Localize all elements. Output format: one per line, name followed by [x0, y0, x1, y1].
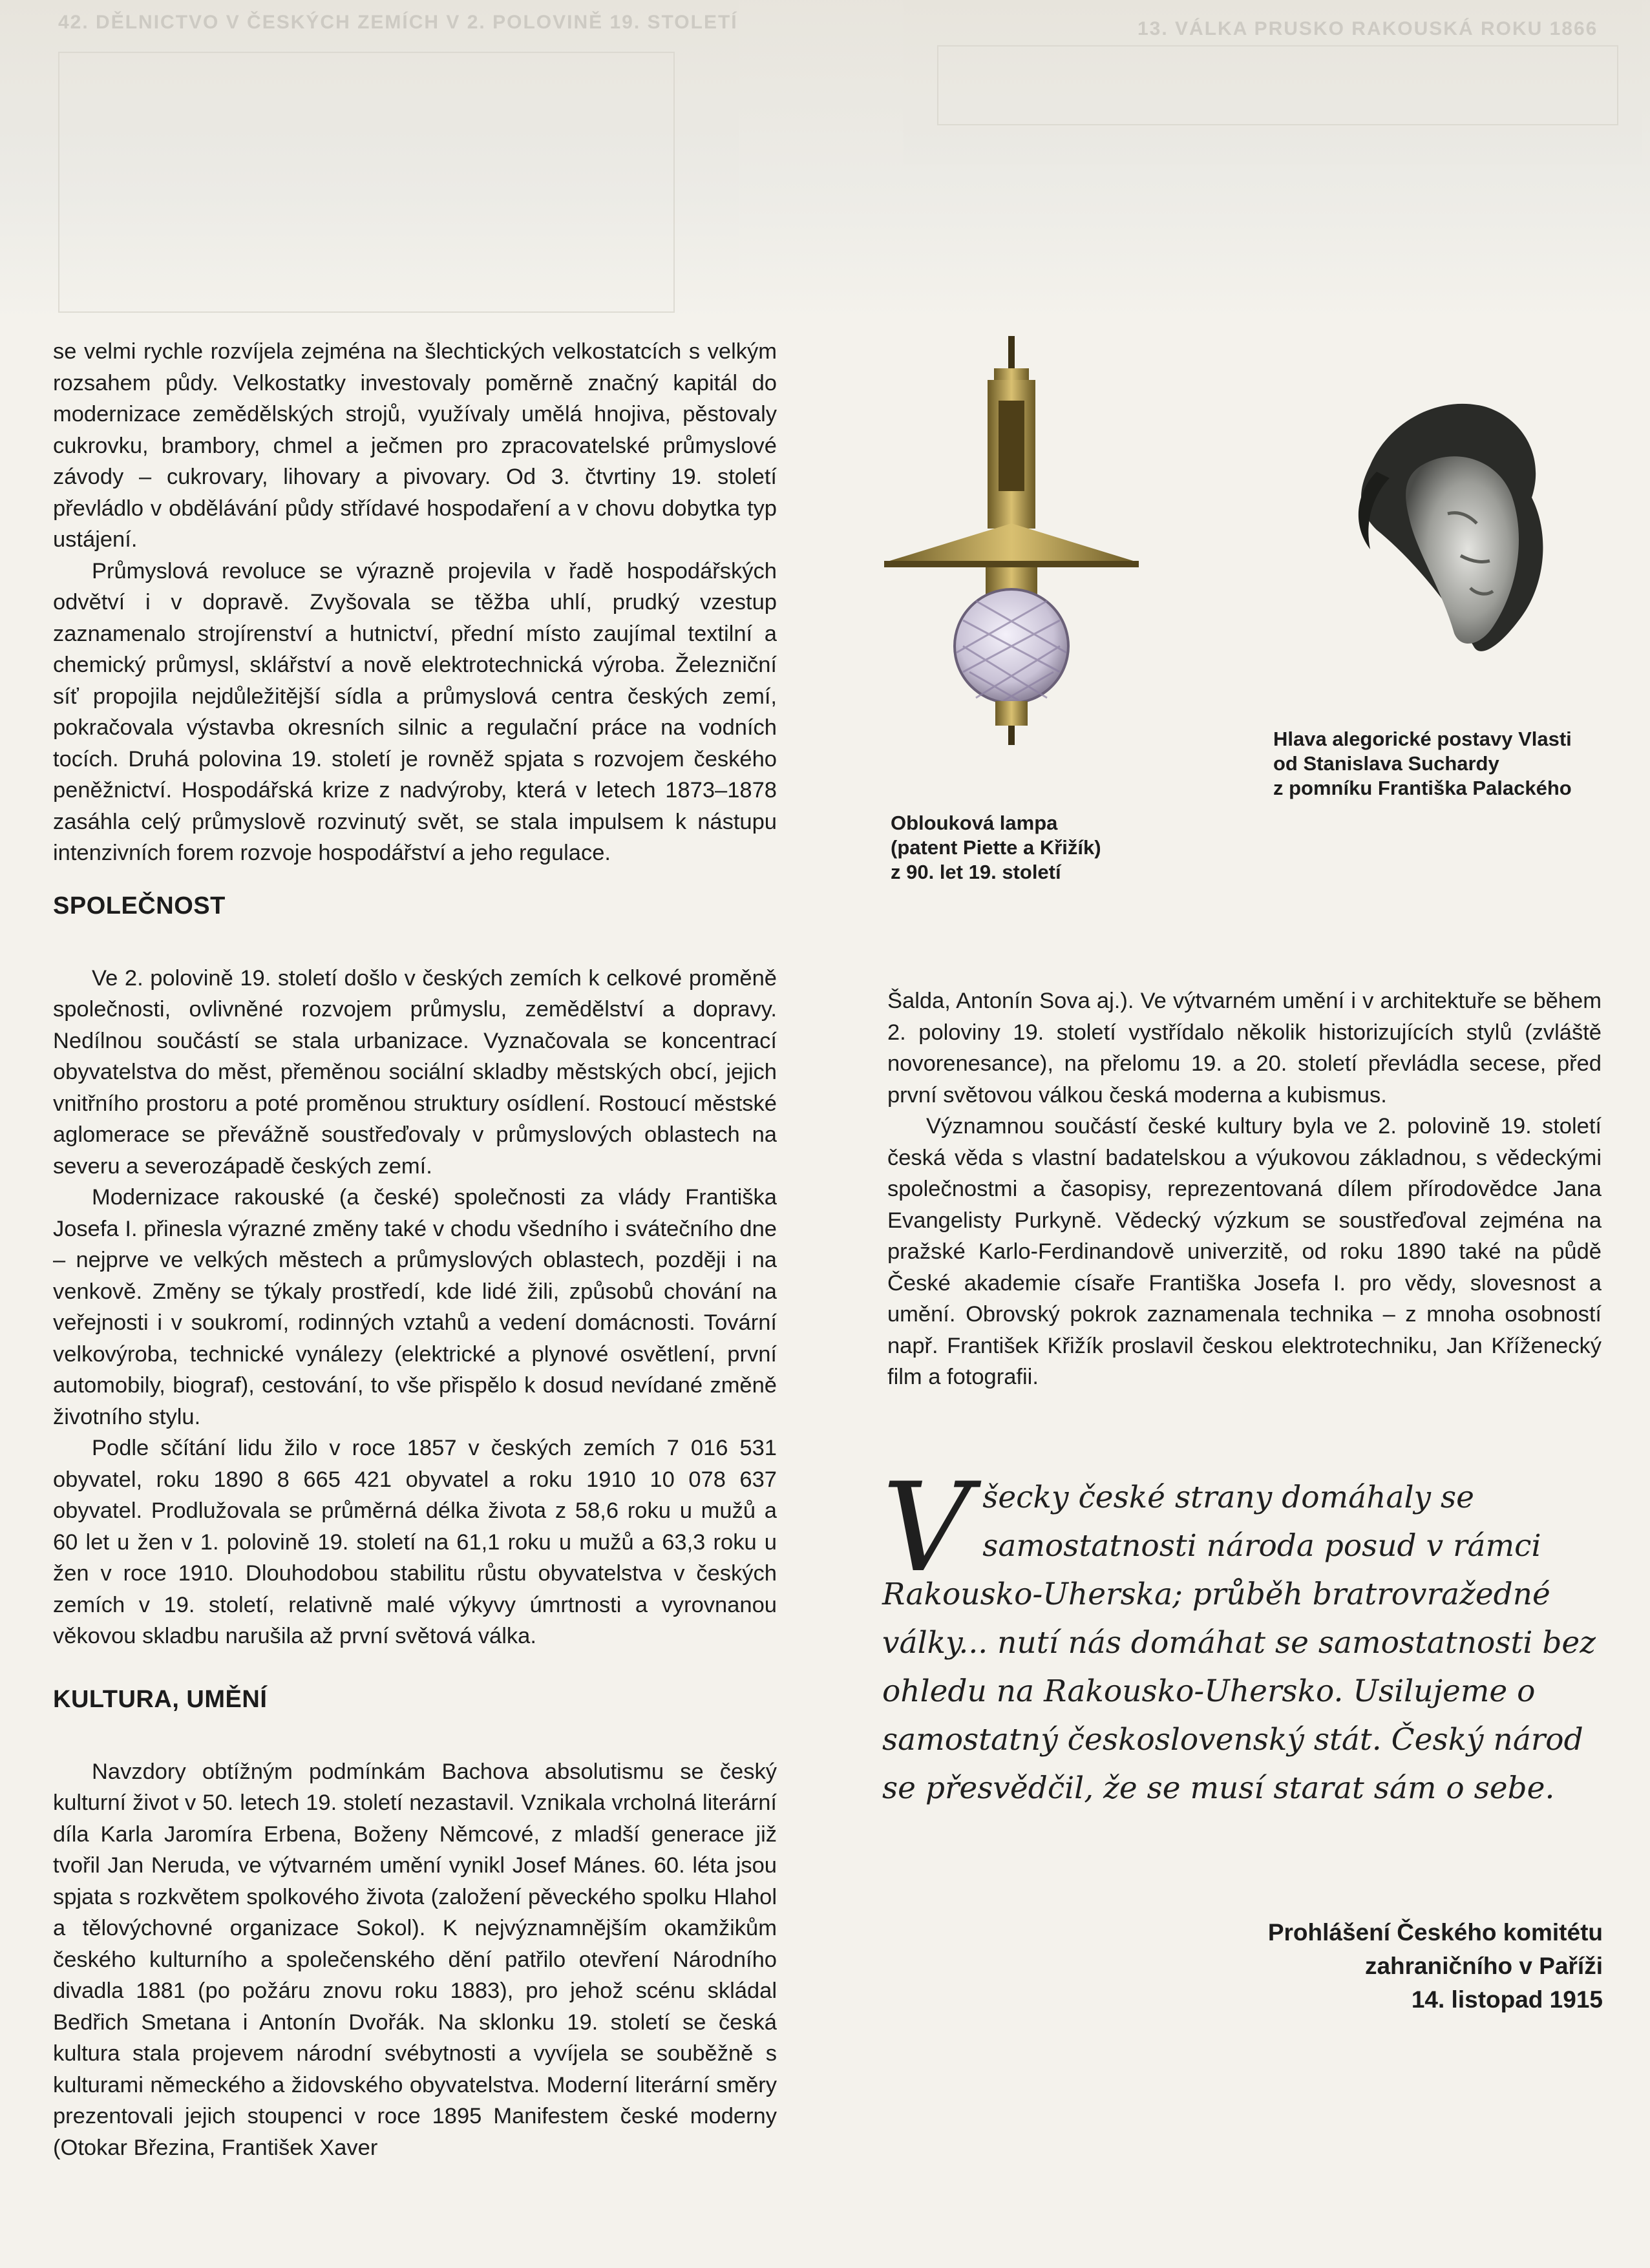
- paragraph-art-continued: Šalda, Antonín Sova aj.). Ve výtvarném umění i v architektuře se během 2. poloviny 19. století vystřídalo několik historizujících stylů (zvláště novorenesance), na přelomu 19. a 20. století převládla secese, před první světovou válkou česká moderna a kubismus.: [887, 989, 1602, 1108]
- paragraph-society-2: Modernizace rakouské (a české) společnosti za vlády Františka Josefa I. přinesla výrazné změny také v chodu všedního i svátečního dne – nejprve ve velkých městech a průmyslových oblastech, později i na venkově. Změny se týkaly prostředí, kde lidé žili, způsobů chování na veřejnosti i v soukromí, rodinných vztahů a vedení domácnosti. Tovární velkovýroba, technické vynálezy (elektrické a plynové osvětlení, první automobily, biograf), cestování, to vše přispělo k dosud nevídané změně životního stylu.: [53, 1185, 777, 1429]
- head-caption-line-3: z pomníku Františka Palackého: [1273, 777, 1572, 799]
- header-ghost-left: 42. DĚLNICTVO V ČESKÝCH ZEMÍCH V 2. POLOVINĚ 19. STOLETÍ: [58, 12, 738, 33]
- lamp-caption: [891, 811, 1101, 885]
- head-caption-line-1: Hlava alegorické postavy Vlasti: [1273, 728, 1572, 750]
- lamp-caption-line-1: Oblouková lampa: [891, 812, 1058, 834]
- lamp-caption-line-2: (patent Piette a Křižík): [891, 836, 1101, 859]
- background-legend-box: [937, 45, 1618, 125]
- arc-lamp-image: [879, 336, 1150, 750]
- paragraph-culture: Navzdory obtížným podmínkám Bachova absolutismu se český kulturní život v 50. letech 19. století nezastavil. Vznikala vrcholná literární díla Karla Jaromíra Erbena, Boženy Němcové, z mladší generace již tvořil Jan Neruda, ve výtvarném umění vynikl Josef Mánes. 60. léta jsou spjata s rozkvětem spolkového života (založení pěveckého spolku Hlahol a tělovýchovné organizace Sokol). K nejvýznamnějším okamžikům českého kulturního a společenského dění patřilo otevření Národního divadla 1881 (po požáru znovu roku 1883), pro jehož scénu skládal Bedřich Smetana i Antonín Dvořák. Na sklonku 19. století se česká kultura stala projevem národní svébytnosti a vyvíjela se souběžně s kulturami německého a židovského obyvatelstva. Moderní literární směry prezentovali jejich stoupenci v roce 1895 Manifestem české moderny (Otokar Březina, František Xaver: [53, 1759, 777, 2160]
- attribution-line-2: zahraničního v Paříži: [1364, 1953, 1603, 1979]
- background-map: [0, 0, 1650, 323]
- paragraph-industry: Průmyslová revoluce se výrazně projevila v řadě hospodářských odvětví i v dopravě. Zvyšovala se těžba uhlí, prudký vzestup zaznamenalo strojírenství a hutnictví, přední místo zaujímal textilní a chemický průmysl, sklářství a nově elektrotechnická výroba. Železniční síť propojila nejdůležitější sídla a průmyslová centra českých zemí, pokračovala výstavba okresních silnic a regulační práce na vodních tocích. Druhá polovina 19. století je rovněž spjata s rozvojem českého peněžnictví. Hospodářská krize z nadvýroby, která v letech 1873–1878 zasáhla celý průmyslově rozvinutý svět, se stala impulsem k nástupu intenzivních forem rozvoje hospodářství a jeho regulace.: [53, 558, 777, 865]
- quote-block: [882, 1456, 1606, 1812]
- head-caption-line-2: od Stanislava Suchardy: [1273, 752, 1499, 775]
- quote-text: šecky české strany domáhaly se samostatnosti národa posud v rámci Rakousko-Uherska; průběh bratrovražedné války... nutí nás domáhat se samostatnosti bez ohledu na Rakousko-Uhersko. Usilujeme o samostatný československý stát. Český národ se přesvědčil, že se musí starat sám o sebe.: [882, 1480, 1596, 1806]
- lamp-caption-line-3: z 90. let 19. století: [891, 861, 1061, 883]
- heading-society: SPOLEČNOST: [53, 892, 226, 919]
- header-ghost-right: 13. VÁLKA PRUSKO RAKOUSKÁ ROKU 1866: [1137, 18, 1598, 39]
- paragraph-agriculture: se velmi rychle rozvíjela zejména na šlechtických velkostatcích s velkým rozsahem půdy. Velkostatky investovaly poměrně značný kapitál do modernizace zemědělských strojů, využívaly umělá hnojiva, pěstovaly cukrovku, brambory, chmel a ječmen pro zpracovatelské průmyslové závody – cukrovary, lihovary a pivovary. Od 3. čtvrtiny 19. století převládlo v obdělávání půdy střídavé hospodaření a v chovu dobytka typ ustájení.: [53, 339, 777, 552]
- quote-dropcap: V: [882, 1456, 971, 1599]
- background-inset-box: [58, 52, 675, 313]
- heading-culture: KULTURA, UMĚNÍ: [53, 1685, 268, 1713]
- paragraph-society-3: Podle sčítání lidu žilo v roce 1857 v českých zemích 7 016 531 obyvatel, roku 1890 8 665 421 obyvatel a roku 1910 10 078 637 obyvatel. Prodlužovala se průměrná délka života z 58,6 roku u mužů a 60 let u žen v 1. polovině 19. století na 61,1 roku u mužů a 63,3 roku u žen v roce 1910. Dlouhodobou stabilitu růstu obyvatelstva v českých zemích v 19. století, relativně malé výkyvy úmrtnosti a vyrovnanou věkovou skladbu narušila až první světová válka.: [53, 1436, 777, 1648]
- attribution-line-1: Prohlášení Českého komitétu: [1267, 1919, 1603, 1946]
- attribution-line-3: 14. listopad 1915: [1411, 1986, 1603, 2013]
- quote-attribution: [1163, 1916, 1603, 2017]
- paragraph-science: Významnou součástí české kultury byla ve 2. polovině 19. století česká věda s vlastní badatelskou a výukovou základnou, s vědeckými společnostmi a časopisy, reprezentovaná dílem přírodovědce Jana Evangelisty Purkyně. Vědecký výzkum se soustřeďoval zejména na pražské Karlo-Ferdinandově univerzitě, od roku 1890 také na půdě České akademie císaře Františka Josefa I. pro vědy, slovesnost a umění. Obrovský pokrok zaznamenala technika – z mnoha osobností např. František Křižík proslavil českou elektrotechniku, Jan Kříženecký film a fotografii.: [887, 1114, 1602, 1389]
- paragraph-society-1: Ve 2. polovině 19. století došlo v českých zemích k celkové proměně společnosti, ovlivněné rozvojem průmyslu, zemědělství a dopravy. Nedílnou součástí se stala urbanizace. Vyznačovala se koncentrací obyvatelstva do měst, přeměnou sociální skladby městských obcí, jejich vnitřního prostoru a poté proměnou struktury osídlení. Rostoucí městské aglomerace se převážně soustřeďovaly v průmyslových oblastech na severu a severozápadě českých zemí.: [53, 965, 777, 1179]
- right-column: [887, 985, 1602, 1393]
- head-caption: [1273, 727, 1572, 801]
- sculpture-head-image: [1331, 394, 1583, 666]
- left-column: [53, 336, 777, 2163]
